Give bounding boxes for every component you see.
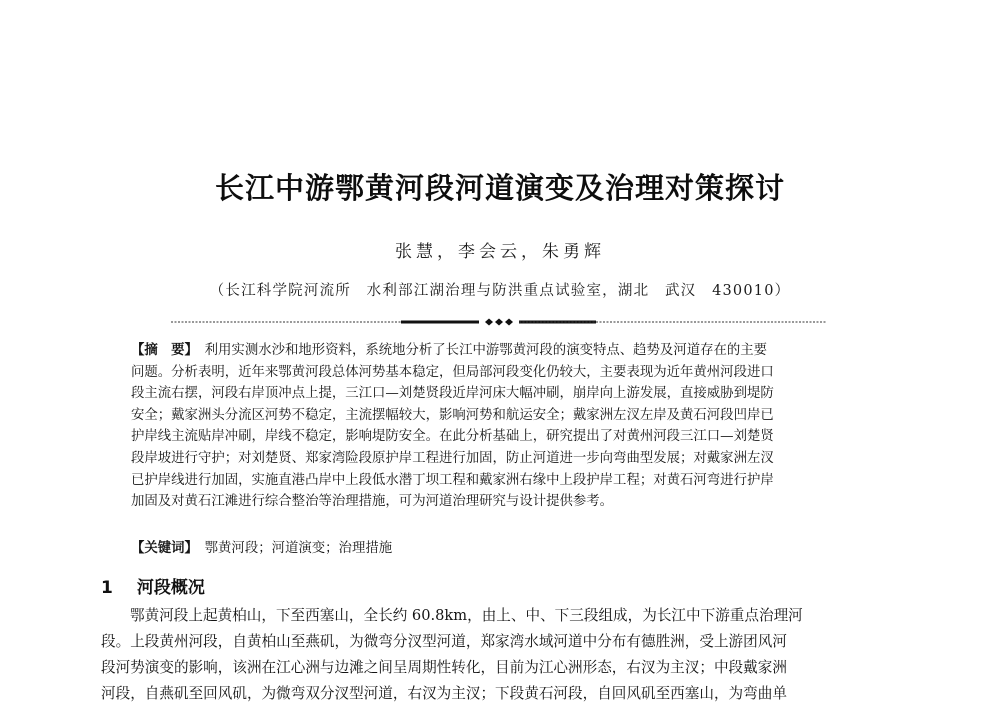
abstract-line: 安全；戴家洲头分流区河势不稳定，主流摆幅较大，影响河势和航运安全；戴家洲左汊左岸及黄石河段凹岸已 (131, 407, 774, 423)
abstract-line: 问题。分析表明，近年来鄂黄河段总体河势基本稳定，但局部河段变化仍较大，主要表现为近年黄州河段进口 (131, 364, 774, 380)
section-number: 1 (101, 578, 113, 598)
header-divider (171, 318, 826, 326)
abstract-label: 【摘 要】 (131, 342, 192, 358)
keywords (131, 537, 392, 556)
keywords-text: 鄂黄河段；河道演变；治理措施 (204, 541, 393, 556)
body-line: 河段，自燕矶至回风矶，为微弯双分汊型河道，右汊为主汊；下段黄石河段，自回风矶至西塞山，为弯曲单 (101, 685, 787, 702)
abstract-line: 段岸坡进行守护；对刘楚贤、郑家湾险段原护岸工程进行加固，防止河道进一步向弯曲型发展；对戴家洲左汊 (131, 450, 774, 466)
abstract (131, 340, 885, 513)
divider-diamond-left (485, 319, 493, 326)
abstract-line (131, 340, 885, 362)
body-line: 段。上段黄州河段，自黄柏山至燕矶，为微弯分汊型河道，郑家湾水域河道中分布有德胜洲，受上游团风河 (101, 633, 787, 650)
abstract-line: 护岸线主流贴岸冲刷，岸线不稳定，影响堤防安全。在此分析基础上，研究提出了对黄州河段三江口—刘楚贤 (131, 429, 774, 445)
divider-diamond-center (495, 319, 503, 326)
section-title: 河段概况 (136, 578, 205, 598)
abstract-line: 段主流右摆，河段右岸顶冲点上提，三江口—刘楚贤段近岸河床大幅冲刷，崩岸向上游发展，直接威胁到堤防 (131, 386, 774, 402)
author-list: 张慧，李会云，朱勇辉 (395, 242, 605, 262)
abstract-text: 利用实测水沙和地形资料，系统地分析了长江中游鄂黄河段的演变特点、趋势及河道存在的主要 (204, 343, 768, 358)
keywords-label: 【关键词】 (131, 540, 192, 556)
section-body (101, 603, 919, 707)
paper-title: 长江中游鄂黄河段河道演变及治理对策探讨 (214, 171, 785, 205)
abstract-line: 加固及对黄石江滩进行综合整治等治理措施，可为河道治理研究与设计提供参考。 (131, 494, 614, 510)
body-line: 鄂黄河段上起黄柏山，下至西塞山，全长约 60.8km，由上、中、下三段组成，为长江中下游重点治理河 (130, 607, 803, 624)
body-line: 段河势演变的影响，该洲在江心洲与边滩之间呈周期性转化，目前为江心洲形态，右汊为主汊；中段戴家洲 (101, 659, 787, 676)
section-heading (101, 573, 205, 598)
abstract-line: 已护岸线进行加固，实施直港凸岸中上段低水潜丁坝工程和戴家洲右缘中上段护岸工程；对黄石河弯进行护岸 (131, 472, 774, 488)
divider-diamond-right (505, 319, 513, 326)
affiliation: （长江科学院河流所 水利部江湖治理与防洪重点试验室，湖北 武汉 430010） (209, 283, 791, 299)
